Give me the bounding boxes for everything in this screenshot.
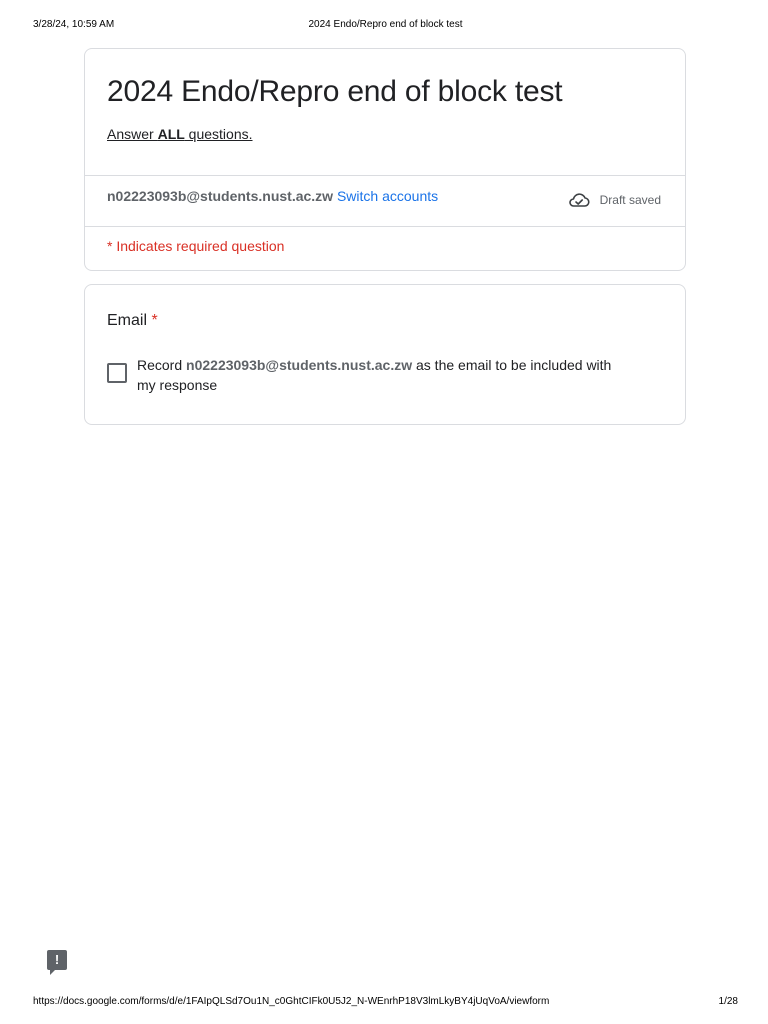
account-email: n02223093b@students.nust.ac.zw <box>107 188 334 204</box>
description-bold: ALL <box>157 126 185 142</box>
checkbox-label-suffix: as the email to be included with my response <box>137 357 612 393</box>
description-prefix: Answer <box>107 126 158 142</box>
divider <box>85 175 685 176</box>
print-header <box>33 19 738 33</box>
print-footer <box>33 996 738 1010</box>
print-url: https://docs.google.com/forms/d/e/1FAIpQLSd7Ou1N_c0GhtCIFk0U5J2_N-WEnrhP18V3lmLkyBY4jUqVoA/viewform <box>33 996 550 1007</box>
description-suffix: questions. <box>184 126 253 142</box>
checkbox-label-email: n02223093b@students.nust.ac.zw <box>186 357 413 373</box>
form-header-card <box>84 48 686 271</box>
draft-status <box>568 191 661 209</box>
print-datetime: 3/28/24, 10:59 AM <box>33 19 115 30</box>
divider <box>85 226 685 227</box>
print-page-number: 1/28 <box>718 996 738 1007</box>
cloud-check-icon <box>568 191 590 209</box>
switch-accounts-link[interactable]: Switch accounts <box>336 188 439 204</box>
record-email-option[interactable] <box>107 355 625 395</box>
print-title: 2024 Endo/Repro end of block test <box>308 19 463 30</box>
record-email-label[interactable] <box>137 355 625 395</box>
draft-saved-label: Draft saved <box>599 193 661 207</box>
question-title-text: Email <box>107 312 148 329</box>
feedback-icon[interactable]: ! <box>47 950 67 970</box>
account-row <box>107 188 438 204</box>
form-title: 2024 Endo/Repro end of block test <box>107 75 563 108</box>
question-title <box>107 312 158 330</box>
required-star: * <box>151 312 158 329</box>
checkbox-label-prefix: Record <box>137 357 187 373</box>
required-note: * Indicates required question <box>107 238 285 254</box>
form-description <box>107 126 253 142</box>
question-card-email <box>84 284 686 425</box>
record-email-checkbox[interactable] <box>107 363 127 383</box>
